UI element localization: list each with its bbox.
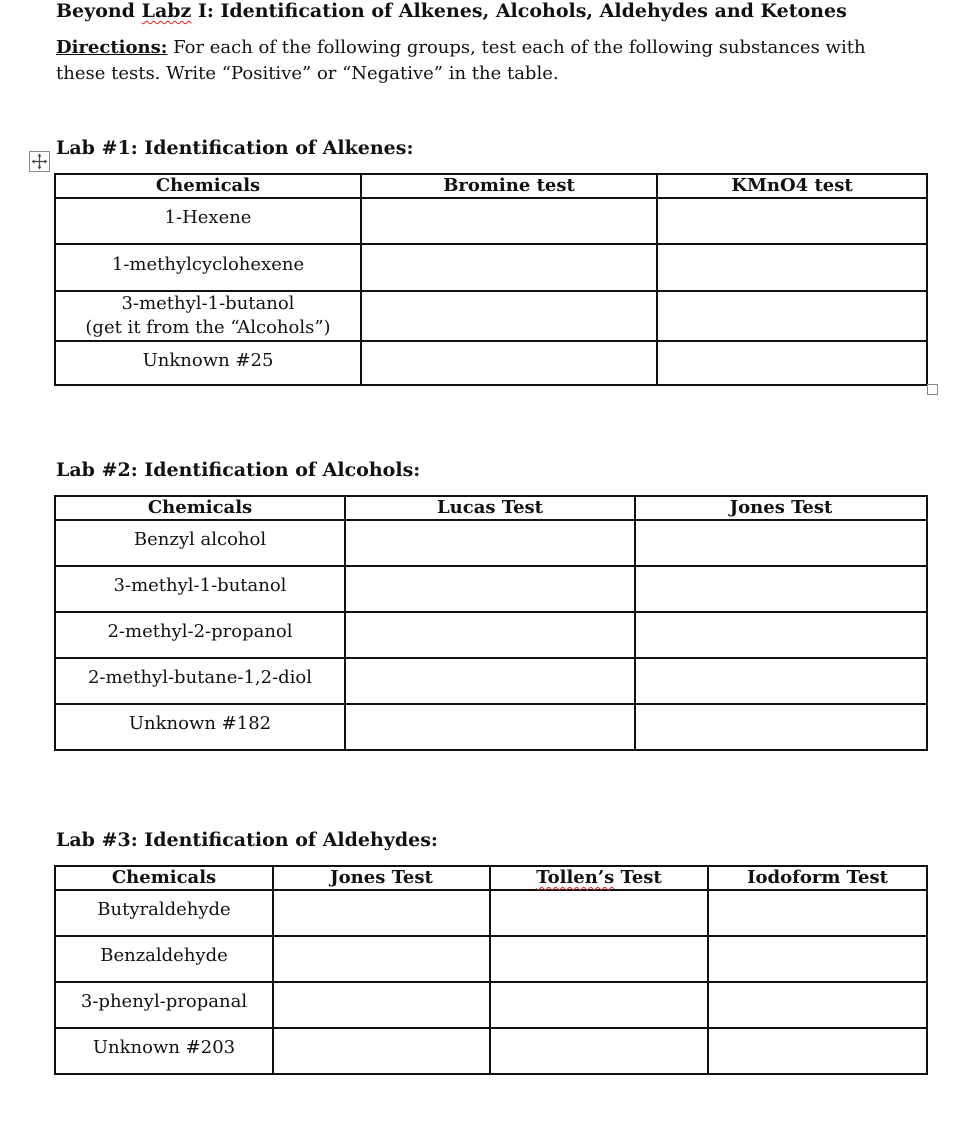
chemical-cell: 3-methyl-1-butanol	[55, 566, 345, 612]
table-row	[55, 982, 927, 1028]
chemical-cell: 2-methyl-butane-1,2-diol	[55, 658, 345, 704]
table-row	[55, 341, 927, 385]
header-bromine-test: Bromine test	[361, 174, 657, 198]
lab3-heading: Lab #3: Identification of Aldehydes:	[56, 829, 438, 851]
title-prefix: Beyond	[56, 0, 142, 22]
table-row	[55, 1028, 927, 1074]
result-cell[interactable]	[345, 658, 635, 704]
result-cell[interactable]	[345, 612, 635, 658]
result-cell[interactable]	[657, 198, 927, 244]
chemical-cell: 2-methyl-2-propanol	[55, 612, 345, 658]
chemical-note-line: (get it from the “Alcohols”)	[85, 317, 331, 338]
table-row	[55, 936, 927, 982]
header-kmno4-test: KMnO4 test	[657, 174, 927, 198]
directions-label: Directions:	[56, 37, 168, 58]
chemical-cell	[55, 291, 361, 341]
chemical-cell: Unknown #182	[55, 704, 345, 750]
result-cell[interactable]	[361, 244, 657, 291]
lab1-heading: Lab #1: Identification of Alkenes:	[56, 137, 414, 159]
result-cell[interactable]	[490, 936, 708, 982]
result-cell[interactable]	[635, 612, 927, 658]
table-row	[55, 704, 927, 750]
move-arrows-icon	[30, 152, 49, 171]
result-cell[interactable]	[490, 982, 708, 1028]
result-cell[interactable]	[361, 198, 657, 244]
chemical-cell: Benzyl alcohol	[55, 520, 345, 566]
result-cell[interactable]	[345, 704, 635, 750]
result-cell[interactable]	[708, 1028, 927, 1074]
lab2-heading: Lab #2: Identification of Alcohols:	[56, 459, 421, 481]
result-cell[interactable]	[635, 566, 927, 612]
lab2-table	[54, 495, 928, 751]
result-cell[interactable]	[273, 890, 490, 936]
chemical-cell: Unknown #203	[55, 1028, 273, 1074]
chemical-cell: Unknown #25	[55, 341, 361, 385]
result-cell[interactable]	[657, 291, 927, 341]
table-row	[55, 244, 927, 291]
document-title	[56, 0, 847, 22]
table-header-row	[55, 496, 927, 520]
header-chemicals: Chemicals	[55, 496, 345, 520]
title-suffix: I: Identification of Alkenes, Alcohols, Aldehydes and Ketones	[191, 0, 847, 22]
header-jones-test: Jones Test	[635, 496, 927, 520]
chemical-cell: 1-Hexene	[55, 198, 361, 244]
result-cell[interactable]	[490, 890, 708, 936]
result-cell[interactable]	[361, 291, 657, 341]
result-cell[interactable]	[345, 566, 635, 612]
result-cell[interactable]	[708, 982, 927, 1028]
result-cell[interactable]	[273, 982, 490, 1028]
result-cell[interactable]	[635, 658, 927, 704]
table-resize-handle[interactable]	[927, 384, 938, 395]
chemical-cell: Butyraldehyde	[55, 890, 273, 936]
result-cell[interactable]	[657, 244, 927, 291]
result-cell[interactable]	[273, 1028, 490, 1074]
result-cell[interactable]	[635, 704, 927, 750]
table-move-handle-icon[interactable]	[29, 151, 50, 172]
header-jones-test: Jones Test	[273, 866, 490, 890]
table-row	[55, 566, 927, 612]
result-cell[interactable]	[708, 936, 927, 982]
header-chemicals: Chemicals	[55, 174, 361, 198]
header-tollens-suffix: Test	[614, 867, 662, 888]
chemical-name-line: 3-methyl-1-butanol	[121, 293, 295, 314]
title-misspelled-word[interactable]: Labz	[141, 0, 192, 22]
directions-text: For each of the following groups, test each of the following substances with these tests. Write “Positive” or “Negative” in the table.	[56, 37, 866, 84]
table-row	[55, 612, 927, 658]
table-row	[55, 198, 927, 244]
result-cell[interactable]	[657, 341, 927, 385]
result-cell[interactable]	[708, 890, 927, 936]
directions-paragraph	[56, 35, 916, 87]
chemical-cell: 1-methylcyclohexene	[55, 244, 361, 291]
lab1-table	[54, 173, 928, 386]
header-chemicals: Chemicals	[55, 866, 273, 890]
result-cell[interactable]	[345, 520, 635, 566]
header-iodoform-test: Iodoform Test	[708, 866, 927, 890]
table-header-row	[55, 174, 927, 198]
result-cell[interactable]	[635, 520, 927, 566]
header-tollens-test	[490, 866, 708, 890]
chemical-cell: Benzaldehyde	[55, 936, 273, 982]
table-row	[55, 520, 927, 566]
table-row	[55, 658, 927, 704]
lab3-table	[54, 865, 928, 1075]
result-cell[interactable]	[490, 1028, 708, 1074]
header-tollens-word[interactable]: Tollen’s	[536, 867, 615, 888]
table-header-row	[55, 866, 927, 890]
chemical-cell: 3-phenyl-propanal	[55, 982, 273, 1028]
result-cell[interactable]	[273, 936, 490, 982]
table-row	[55, 890, 927, 936]
result-cell[interactable]	[361, 341, 657, 385]
table-row	[55, 291, 927, 341]
header-lucas-test: Lucas Test	[345, 496, 635, 520]
